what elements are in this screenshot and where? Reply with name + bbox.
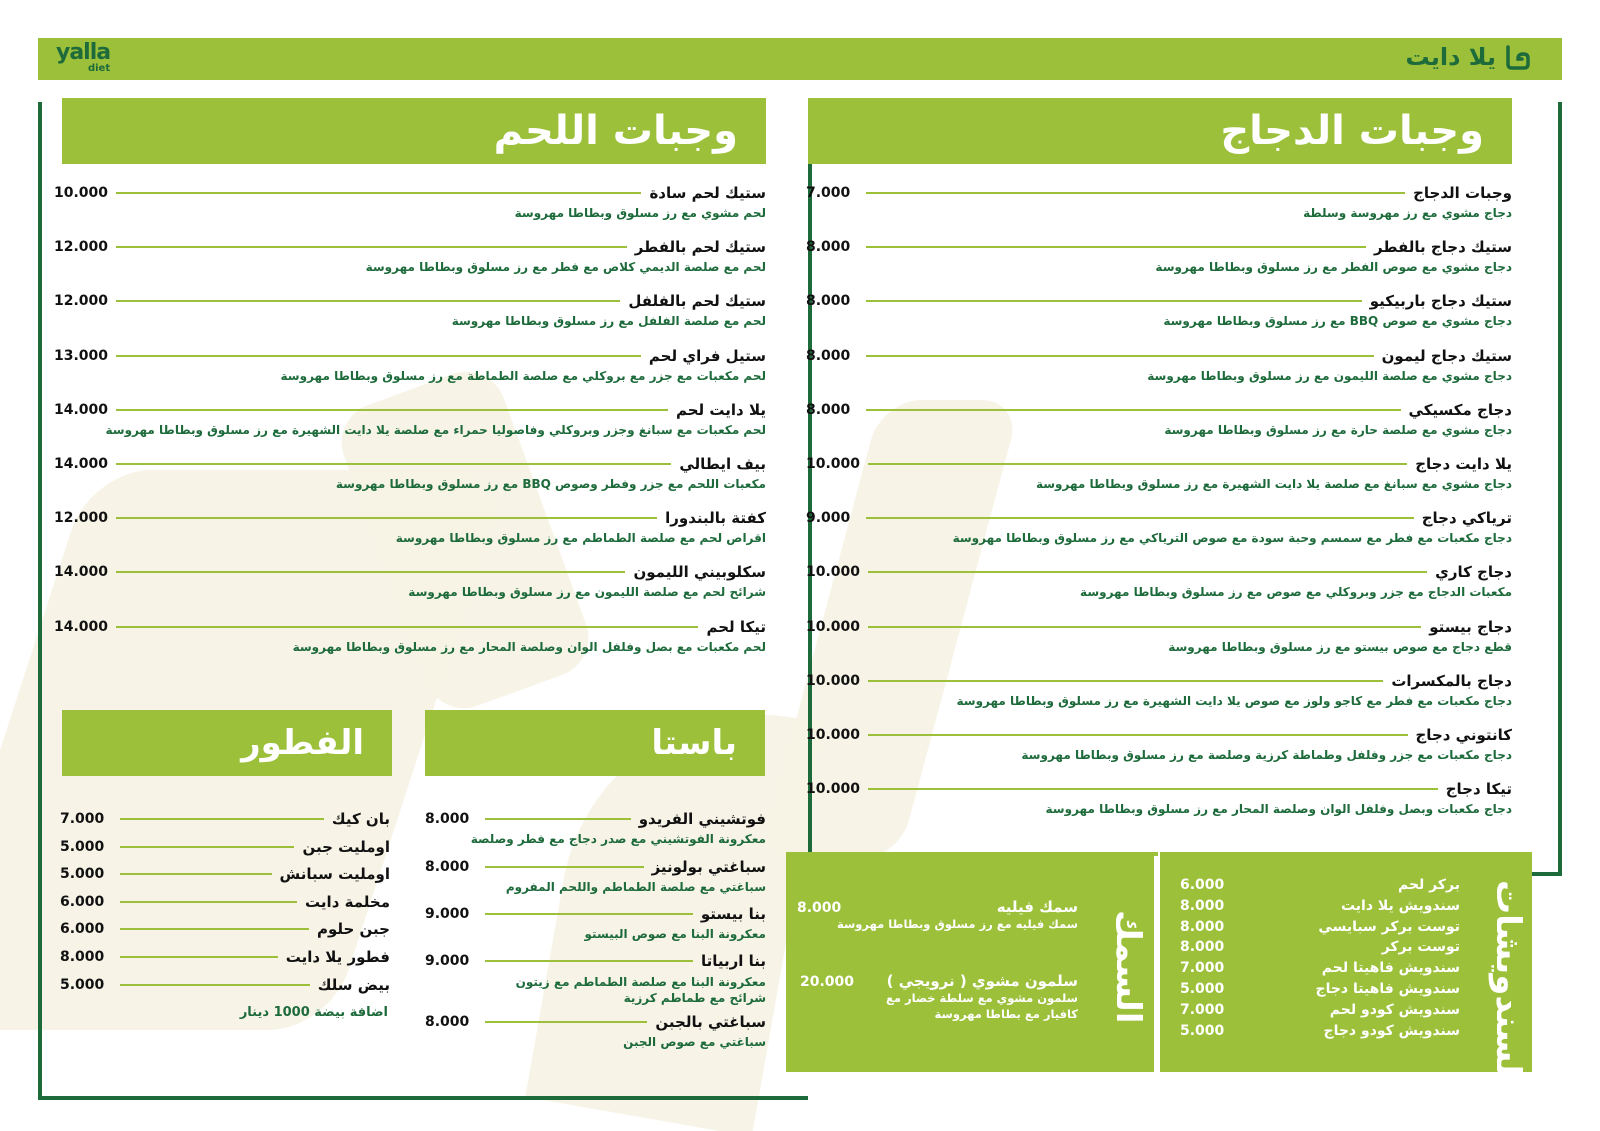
sandwich-item: [1180, 1023, 1460, 1039]
item-description: دجاج مشوي مع صوص BBQ مع رز مسلوق وبطاطا مهروسة: [1163, 314, 1512, 329]
item-name: جبن حلوم: [317, 920, 390, 939]
item-name: ترياكي دجاج: [1421, 509, 1512, 528]
item-name: يلا دايت دجاج: [1415, 455, 1512, 473]
fish-item: [858, 972, 1078, 1022]
item-price: 5.000: [1180, 981, 1225, 997]
menu-item: [54, 347, 766, 383]
menu-item: [60, 810, 390, 828]
item-price: 5.000: [60, 838, 105, 855]
sandwich-item: [1180, 919, 1460, 935]
item-description: دجاج مكعبات وبصل وفلفل الوان وصلصة المحار مع رز مسلوق وبطاطا مهروسة: [1045, 802, 1512, 817]
leader-line: [116, 355, 641, 357]
item-description: سمك فيليه مع رز مسلوق وبطاطا مهروسة: [837, 917, 1078, 931]
leader-line: [866, 517, 1414, 519]
item-price: 10.000: [806, 618, 861, 635]
menu-item: [425, 905, 766, 941]
item-name: فوتشيني الفريدو: [638, 810, 766, 828]
item-row: [806, 347, 1512, 365]
leader-line: [116, 517, 657, 519]
menu-item: [806, 238, 1512, 274]
item-row: [60, 976, 390, 994]
leader-line: [116, 463, 671, 465]
menu-item: [60, 976, 390, 994]
leader-line: [485, 818, 631, 820]
item-price: 10.000: [806, 456, 861, 472]
item-price: 14.000: [54, 618, 109, 635]
logo-main-text: yalla: [56, 40, 111, 65]
section-title-text: باستا: [651, 723, 737, 763]
item-price: 7.000: [1180, 960, 1225, 977]
menu-item: [806, 401, 1512, 437]
item-price: 7.000: [806, 185, 851, 201]
leader-line: [868, 680, 1383, 682]
item-description: لحم مكعبات مع سبانغ وجزر وبروكلي وفاصوليا حمراء مع صلصة يلا دايت الشهيرة مع رز مسلوق وبطاطا مهروسة: [105, 422, 766, 437]
item-row: [806, 184, 1512, 202]
item-price: 5.000: [1180, 1022, 1225, 1039]
section-title-text: وجبات الدجاج: [1220, 108, 1484, 154]
menu-item: [60, 838, 390, 856]
item-price: 8.000: [806, 401, 851, 418]
fish-panel: [786, 852, 1158, 1072]
menu-item: [54, 509, 766, 545]
item-price: 12.000: [54, 510, 109, 527]
leader-line: [116, 300, 620, 302]
section-title-breakfast: [62, 710, 392, 776]
sandwich-item: [1180, 1002, 1460, 1018]
item-price: 8.000: [797, 900, 842, 916]
item-description: دجاج مكعبات مع فطر مع سمسم وحبة سودة مع صوص الترياكي مع رز مسلوق وبطاطا مهروسة: [952, 531, 1512, 546]
item-row: [60, 810, 390, 828]
leader-line: [868, 626, 1421, 628]
item-description: دجاج مشوي مع رز مهروسة وسلطة: [1303, 206, 1512, 220]
item-description: اقراص لحم مع صلصة الطماطم مع رز مسلوق وبطاطا مهروسة: [395, 531, 766, 546]
menu-item: [425, 952, 766, 1006]
item-description: معكرونة الفوتشيني مع صدر دجاج مع فطر وصلصة: [470, 832, 766, 846]
brand-name: يلا دايت: [1405, 43, 1496, 71]
item-price: 10.000: [806, 672, 861, 689]
item-row: [60, 948, 390, 966]
item-price: 12.000: [54, 239, 109, 256]
leader-line: [868, 571, 1427, 573]
item-row: [806, 292, 1512, 310]
item-description: قطع دجاج مع صوص بيستو مع رز مسلوق وبطاطا مهروسة: [1168, 639, 1512, 654]
leader-line: [120, 928, 309, 930]
item-row: [425, 952, 766, 970]
item-name: بنا اربياتا: [700, 952, 766, 970]
leader-line: [866, 300, 1362, 302]
item-price: 13.000: [54, 347, 109, 364]
item-price: 9.000: [425, 953, 470, 969]
item-name: سكلوبيني الليمون: [633, 563, 766, 582]
item-name: سندويش كودو لحم: [1329, 1001, 1460, 1018]
item-row: [60, 838, 390, 856]
item-price: 10.000: [806, 781, 861, 798]
item-price: 12.000: [54, 293, 109, 310]
logo-sub-text: diet: [87, 63, 111, 74]
item-name: توست بركر سبايسي: [1318, 918, 1460, 935]
item-row: [806, 455, 1512, 473]
item-row: [54, 618, 766, 636]
item-row: [806, 401, 1512, 419]
menu-item: [806, 347, 1512, 383]
item-price: 5.000: [60, 866, 105, 883]
item-name: بيف ايطالي: [679, 455, 766, 473]
item-name: سباغتي بالجبن: [655, 1013, 766, 1031]
item-name: سندويش يلا دايت: [1340, 897, 1460, 914]
leader-line: [485, 866, 644, 868]
leader-line: [120, 956, 278, 958]
leader-line: [116, 246, 627, 248]
section-title-chicken: [808, 98, 1512, 164]
menu-item: [54, 238, 766, 274]
item-name: بيض سلك: [317, 975, 390, 994]
item-price: 6.000: [60, 921, 105, 938]
item-name: ستيل فراي لحم: [648, 346, 766, 365]
item-name: ستيك دجاج بالفطر: [1374, 238, 1512, 257]
item-name: دجاج مكسيكي: [1408, 400, 1512, 419]
item-row: [54, 401, 766, 419]
item-description: دجاج مكعبات مع فطر مع كاجو ولوز مع صوص يلا دايت الشهيرة مع رز مسلوق وبطاطا مهروسة: [956, 693, 1512, 708]
menu-item: [806, 672, 1512, 708]
brand-arabic: [1405, 43, 1530, 71]
item-name: ستيك لحم سادة: [649, 184, 766, 202]
item-description: لحم مشوي مع رز مسلوق وبطاطا مهروسة: [514, 206, 766, 220]
sandwich-item: [1180, 960, 1460, 976]
item-name: دجاج بالمكسرات: [1391, 671, 1512, 690]
item-row: [54, 563, 766, 581]
leader-line: [866, 192, 1405, 194]
item-price: 14.000: [54, 564, 109, 581]
leader-line: [120, 901, 297, 903]
item-row: [806, 780, 1512, 798]
menu-item: [806, 618, 1512, 654]
item-name: اومليت جبن: [302, 837, 390, 856]
menu-item: [54, 292, 766, 328]
item-name: يلا دايت لحم: [675, 400, 766, 419]
breakfast-note: اضافة بيضة 1000 دينار: [239, 1005, 388, 1020]
menu-item: [54, 401, 766, 437]
item-name: وجبات الدجاج: [1413, 184, 1512, 202]
menu-item: [54, 563, 766, 599]
menu-item: [806, 563, 1512, 599]
item-price: 10.000: [54, 185, 109, 201]
item-name: بركر لحم: [1397, 877, 1460, 893]
item-name: بان كيك: [331, 810, 390, 828]
leader-line: [116, 192, 641, 194]
item-name: سمك فيليه: [996, 898, 1078, 916]
leader-line: [866, 246, 1366, 248]
menu-item: [806, 292, 1512, 328]
menu-item: [60, 920, 390, 938]
item-price: 5.000: [60, 976, 105, 993]
leader-line: [120, 984, 310, 986]
item-price: 20.000: [800, 974, 855, 990]
leader-line: [868, 788, 1438, 790]
header-bar: [38, 38, 1562, 80]
item-row: [425, 905, 766, 923]
item-price: 8.000: [1180, 939, 1225, 956]
menu-item: [806, 455, 1512, 491]
leader-line: [116, 626, 698, 628]
item-description: دجاج مشوي مع صلصة الليمون مع رز مسلوق وبطاطا مهروسة: [1147, 368, 1512, 383]
item-row: [425, 1013, 766, 1031]
section-title-meat: [62, 98, 766, 164]
sandwich-item: [1180, 898, 1460, 914]
leader-line: [868, 463, 1407, 465]
logo-english: [56, 42, 110, 74]
item-description: لحم مع صلصة الديمي كلاص مع فطر مع رز مسلوق وبطاطا مهروسة: [365, 260, 766, 275]
item-row: [54, 455, 766, 473]
item-row: [806, 726, 1512, 744]
leader-line: [116, 409, 668, 411]
menu-item: [60, 893, 390, 911]
item-row: [54, 509, 766, 527]
item-row: [806, 509, 1512, 527]
sandwich-item: [1180, 877, 1460, 893]
item-description: معكرونة البنا مع صوص البيستو: [584, 927, 766, 941]
item-name: فطور يلا دايت: [285, 948, 390, 966]
brand-logo-icon: [1504, 44, 1530, 70]
section-title-text: الفطور: [241, 723, 364, 763]
item-name: ستيك لحم بالفطر: [634, 238, 766, 257]
leader-line: [120, 818, 324, 820]
item-price: 8.000: [1180, 897, 1225, 914]
sandwich-item: [1180, 981, 1460, 997]
item-name: ستيك لحم بالفلفل: [628, 292, 766, 311]
item-price: 6.000: [1180, 877, 1225, 893]
item-row: [806, 563, 1512, 581]
section-title-pasta: [425, 710, 765, 776]
leader-line: [868, 734, 1407, 736]
item-row: [60, 920, 390, 938]
item-name: بنا بيستو: [700, 905, 766, 923]
item-price: 9.000: [806, 510, 851, 527]
item-row: [60, 893, 390, 911]
item-row: [54, 292, 766, 310]
item-description: سباغتي مع صوص الجبن: [623, 1035, 766, 1049]
item-price: 8.000: [60, 949, 105, 965]
item-name: تيكا دجاج: [1445, 780, 1512, 799]
item-row: [425, 810, 766, 828]
menu-item: [54, 184, 766, 220]
menu-item: [806, 509, 1512, 545]
item-description: لحم مع صلصة الفلفل مع رز مسلوق وبطاطا مهروسة: [451, 314, 766, 329]
item-name: كفتة بالبندورا: [665, 509, 766, 528]
leader-line: [485, 960, 693, 962]
fish-item: [837, 898, 1078, 932]
item-name: سلمون مشوي ( نرويجي ): [886, 972, 1078, 990]
item-row: [425, 858, 766, 876]
sandwich-item: [1180, 939, 1460, 955]
item-row: [806, 238, 1512, 256]
section-title-fish: السمك: [1108, 910, 1148, 1024]
leader-line: [116, 571, 625, 573]
item-name: اومليت سبانش: [279, 865, 390, 884]
item-price: 9.000: [425, 906, 470, 922]
item-row: [54, 184, 766, 202]
item-name: تيكا لحم: [706, 617, 766, 636]
section-title-sandwiches: السندويشات: [1488, 880, 1528, 1088]
leader-line: [120, 873, 272, 875]
menu-item: [806, 780, 1512, 816]
item-price: 7.000: [60, 811, 105, 827]
item-name: سباغتي بولونيز: [651, 858, 766, 876]
menu-item: [425, 810, 766, 846]
item-name: سندويش كودو دجاج: [1323, 1022, 1460, 1039]
menu-item: [806, 184, 1512, 220]
item-description: لحم مكعبات مع جزر مع بروكلي مع صلصة الطماطة مع رز مسلوق وبطاطا مهروسة: [280, 368, 766, 383]
item-name: ستيك دجاج باربيكيو: [1369, 292, 1512, 311]
item-row: [60, 865, 390, 883]
item-row: [806, 672, 1512, 690]
menu-item: [60, 865, 390, 883]
item-price: 10.000: [806, 564, 861, 581]
item-price: 10.000: [806, 727, 861, 743]
item-description: مكعبات اللحم مع جزر وفطر وصوص BBQ مع رز مسلوق وبطاطا مهروسة: [335, 477, 766, 491]
menu-item: [54, 618, 766, 654]
leader-line: [120, 846, 294, 848]
item-name: مخلمة دايت: [305, 892, 390, 911]
item-price: 14.000: [54, 401, 109, 418]
item-description: دجاج مشوي مع صوص الفطر مع رز مسلوق وبطاطا مهروسة: [1155, 260, 1512, 275]
item-description: شرائح لحم مع صلصة الليمون مع رز مسلوق وبطاطا مهروسة: [408, 585, 766, 600]
item-name: توست بركر: [1381, 939, 1460, 956]
item-price: 8.000: [425, 811, 470, 827]
leader-line: [866, 409, 1401, 411]
item-price: 8.000: [806, 293, 851, 310]
item-price: 8.000: [806, 347, 851, 364]
item-price: 7.000: [1180, 1001, 1225, 1018]
menu-item: [425, 858, 766, 894]
item-price: 8.000: [425, 1014, 470, 1030]
item-price: 6.000: [60, 893, 105, 910]
item-row: [806, 618, 1512, 636]
leader-line: [485, 913, 693, 915]
item-name: سندويش فاهيتا دجاج: [1315, 981, 1460, 997]
menu-item: [60, 948, 390, 966]
item-name: ستيك دجاج ليمون: [1381, 346, 1512, 365]
item-description: سباغتي مع صلصة الطماطم واللحم المفروم: [505, 880, 766, 894]
item-description: معكرونة البنا مع صلصة الطماطم مع زيتون شرائح مع طماطم كرزية: [515, 975, 766, 1006]
item-row: [54, 347, 766, 365]
item-name: سندويش فاهيتا لحم: [1321, 960, 1460, 977]
item-name: دجاج بيستو: [1429, 617, 1512, 636]
item-row: [54, 238, 766, 256]
item-price: 14.000: [54, 456, 109, 472]
item-description: لحم مكعبات مع بصل وفلفل الوان وصلصة المحار مع رز مسلوق وبطاطا مهروسة: [292, 639, 766, 654]
item-price: 8.000: [425, 859, 470, 875]
menu-item: [425, 1013, 766, 1049]
leader-line: [485, 1021, 647, 1023]
item-name: كانتوني دجاج: [1415, 726, 1512, 744]
leader-line: [866, 355, 1374, 357]
item-description: دجاج مكعبات مع جزر وفلفل وطماطة كرزية وصلصة مع رز مسلوق وبطاطا مهروسة: [1021, 748, 1512, 762]
item-name: دجاج كاري: [1435, 563, 1512, 582]
item-description: دجاج مشوي مع سبانغ مع صلصة يلا دايت الشهيرة مع رز مسلوق وبطاطا مهروسة: [1035, 477, 1512, 491]
section-title-text: وجبات اللحم: [493, 108, 738, 154]
item-price: 8.000: [1180, 918, 1225, 935]
item-price: 8.000: [806, 239, 851, 256]
item-description: مكعبات الدجاج مع جزر وبروكلي مع صوص مع رز مسلوق وبطاطا مهروسة: [1080, 585, 1512, 600]
item-description: سلمون مشوي مع سلطة خضار مع كافيار مع بطاطا مهروسة: [885, 991, 1078, 1022]
item-description: دجاج مشوي مع صلصة حارة مع رز مسلوق وبطاطا مهروسة: [1164, 422, 1512, 437]
menu-item: [54, 455, 766, 491]
menu-item: [806, 726, 1512, 762]
